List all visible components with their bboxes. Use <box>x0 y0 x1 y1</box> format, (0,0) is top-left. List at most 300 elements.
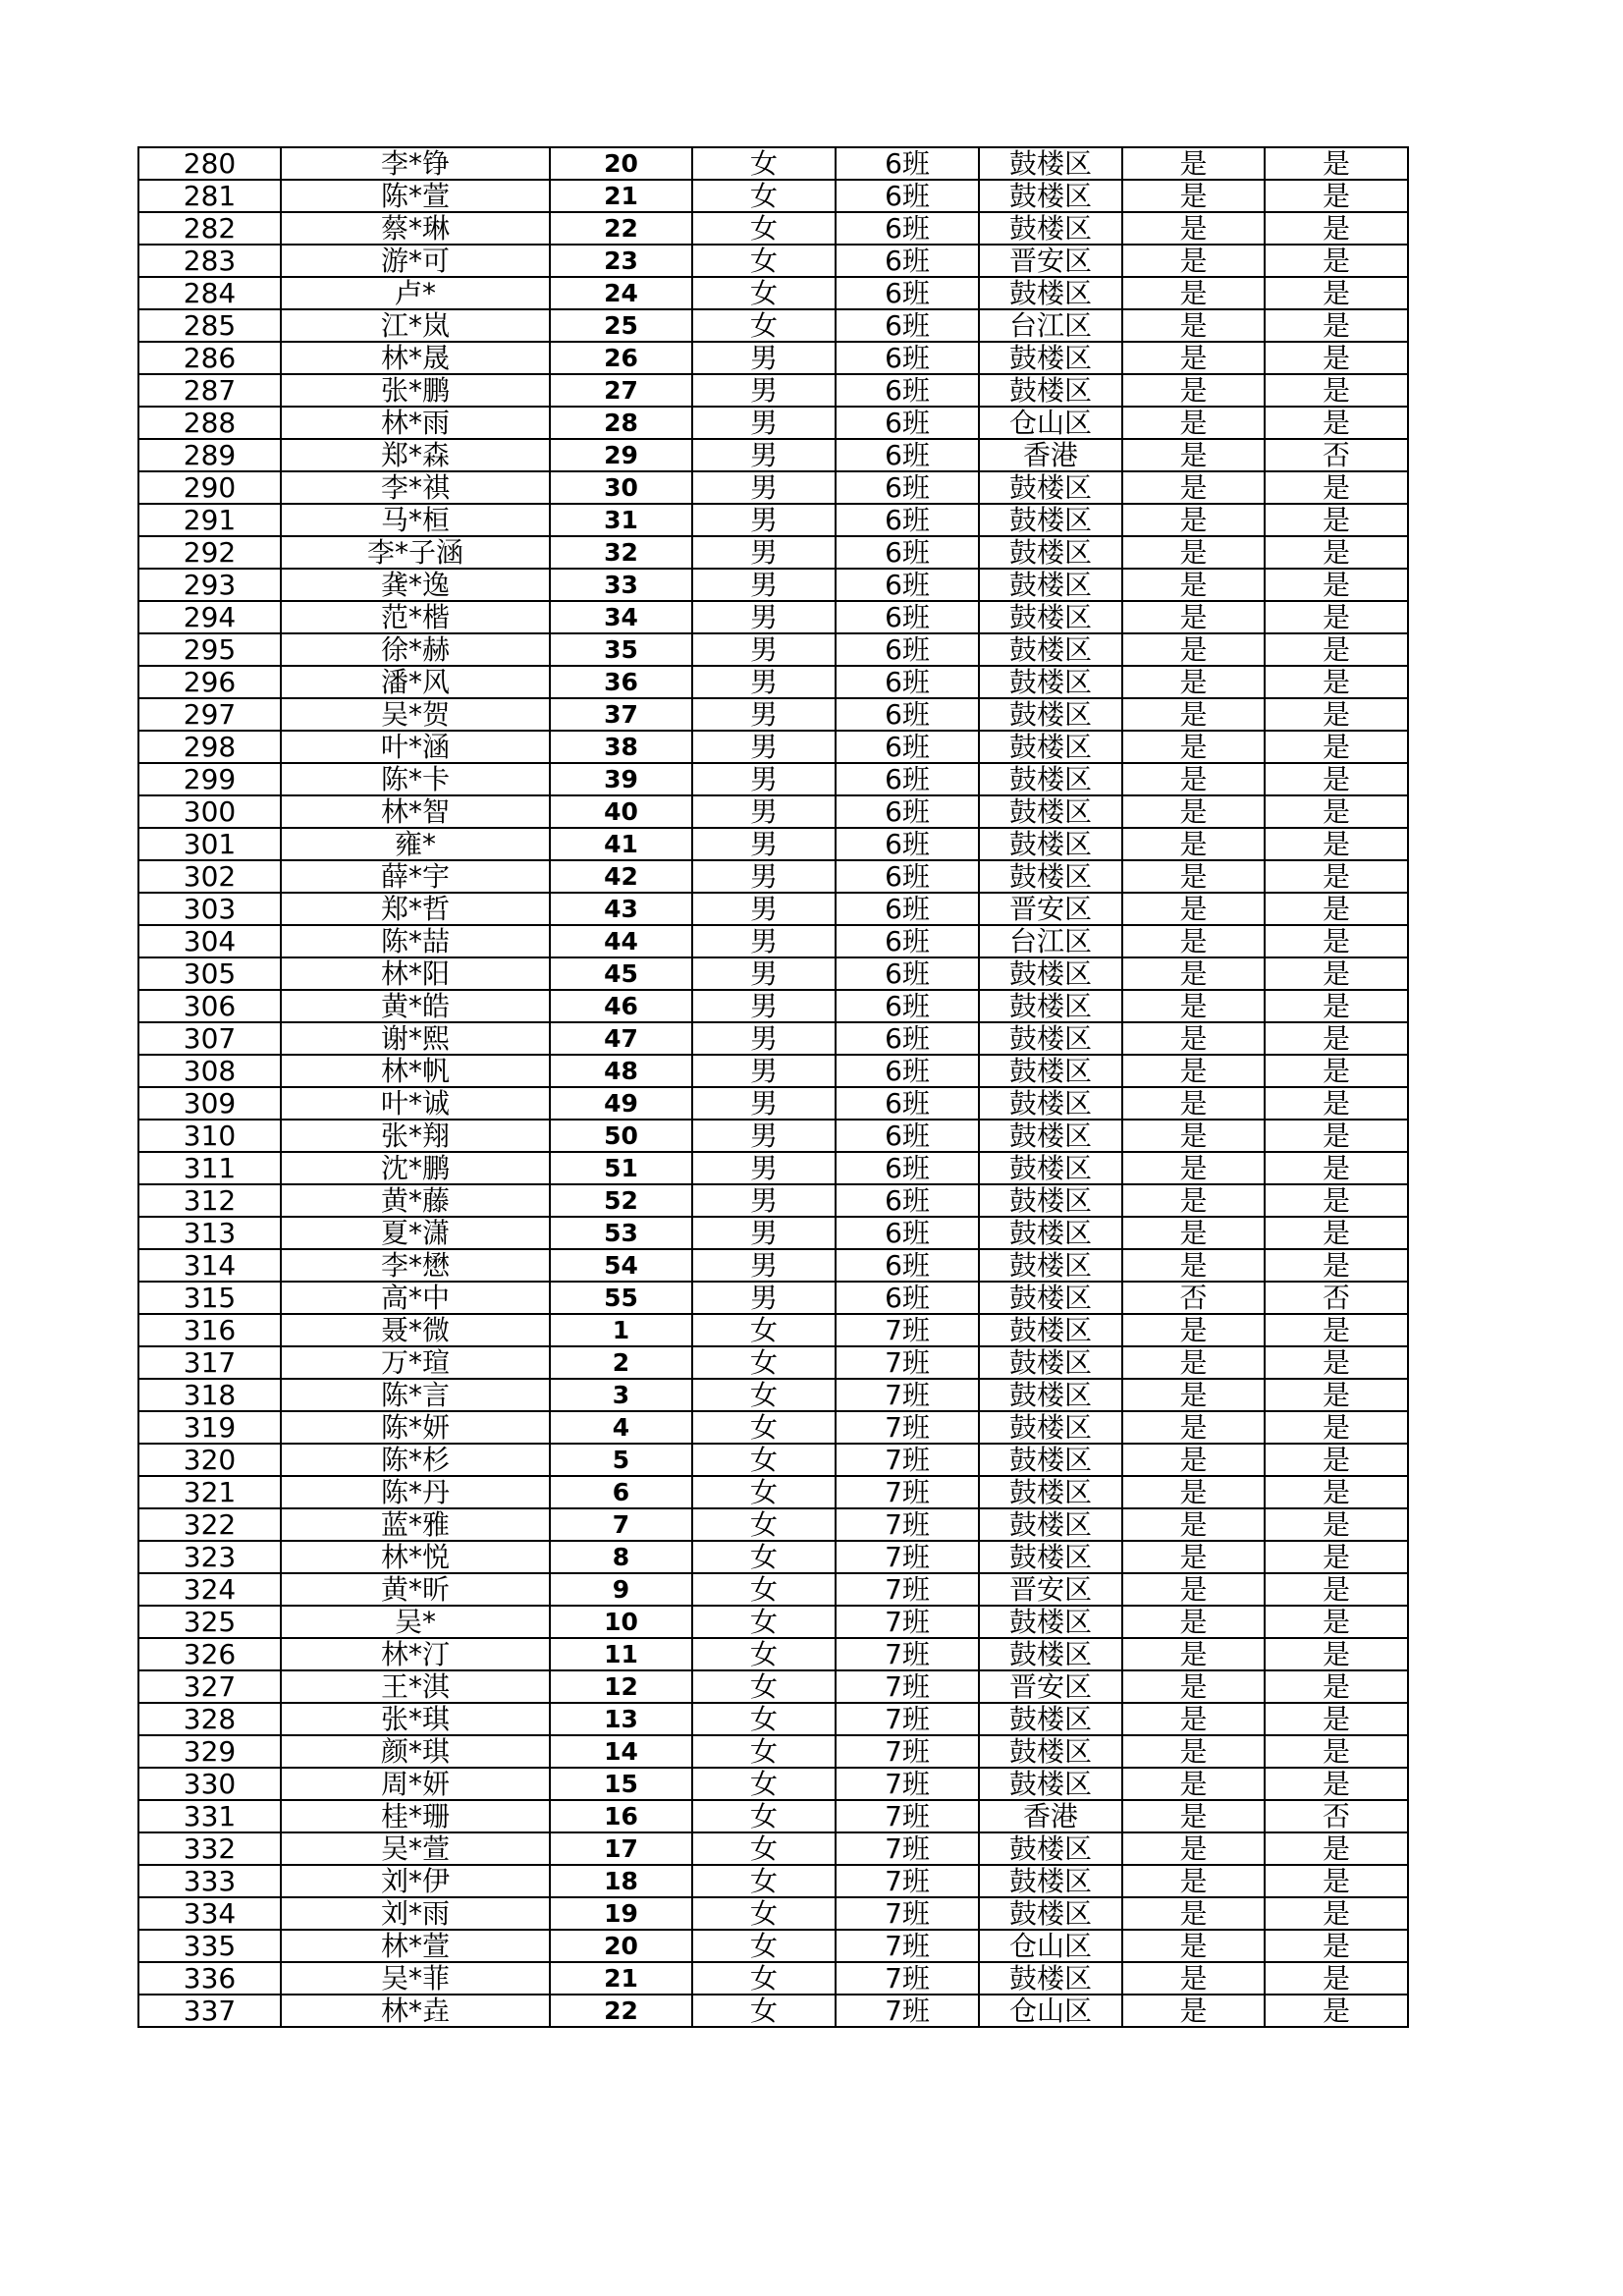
cell-flag-b: 是 <box>1265 1444 1408 1476</box>
cell-flag-a: 是 <box>1122 439 1265 471</box>
cell-seat: 9 <box>550 1573 692 1606</box>
cell-flag-b: 是 <box>1265 666 1408 698</box>
cell-class: 7班 <box>836 1995 979 2027</box>
cell-flag-a: 是 <box>1122 471 1265 504</box>
cell-name: 薛*宇 <box>281 860 550 893</box>
cell-no: 284 <box>138 277 281 309</box>
cell-district: 鼓楼区 <box>979 1865 1122 1897</box>
cell-flag-b: 是 <box>1265 1249 1408 1282</box>
cell-district: 鼓楼区 <box>979 1897 1122 1930</box>
table-row <box>138 1897 1408 1930</box>
cell-flag-a: 是 <box>1122 180 1265 212</box>
cell-name: 徐*赫 <box>281 633 550 666</box>
cell-district: 鼓楼区 <box>979 374 1122 407</box>
table-row <box>138 504 1408 536</box>
cell-no: 315 <box>138 1282 281 1314</box>
cell-flag-b: 是 <box>1265 1411 1408 1444</box>
cell-class: 7班 <box>836 1379 979 1411</box>
table-row <box>138 601 1408 633</box>
cell-flag-b: 是 <box>1265 212 1408 245</box>
cell-no: 281 <box>138 180 281 212</box>
cell-flag-a: 是 <box>1122 795 1265 828</box>
cell-class: 6班 <box>836 731 979 763</box>
cell-district: 鼓楼区 <box>979 698 1122 731</box>
cell-district: 仓山区 <box>979 1930 1122 1962</box>
cell-seat: 34 <box>550 601 692 633</box>
cell-district: 鼓楼区 <box>979 212 1122 245</box>
cell-class: 6班 <box>836 342 979 374</box>
cell-flag-a: 是 <box>1122 212 1265 245</box>
cell-seat: 44 <box>550 925 692 957</box>
cell-class: 6班 <box>836 407 979 439</box>
cell-name: 万*瑄 <box>281 1346 550 1379</box>
cell-seat: 45 <box>550 957 692 990</box>
cell-name: 高*中 <box>281 1282 550 1314</box>
cell-flag-b: 是 <box>1265 407 1408 439</box>
cell-flag-b: 是 <box>1265 309 1408 342</box>
cell-seat: 23 <box>550 245 692 277</box>
cell-seat: 3 <box>550 1379 692 1411</box>
cell-district: 晋安区 <box>979 893 1122 925</box>
cell-flag-b: 是 <box>1265 828 1408 860</box>
cell-name: 黄*昕 <box>281 1573 550 1606</box>
table-row <box>138 471 1408 504</box>
cell-name: 吴* <box>281 1606 550 1638</box>
cell-gender: 男 <box>692 1055 836 1087</box>
cell-seat: 13 <box>550 1703 692 1735</box>
cell-gender: 女 <box>692 1962 836 1995</box>
table-row <box>138 795 1408 828</box>
cell-seat: 48 <box>550 1055 692 1087</box>
cell-class: 6班 <box>836 893 979 925</box>
cell-class: 7班 <box>836 1670 979 1703</box>
cell-name: 蔡*琳 <box>281 212 550 245</box>
cell-class: 7班 <box>836 1541 979 1573</box>
cell-flag-a: 是 <box>1122 893 1265 925</box>
cell-class: 7班 <box>836 1606 979 1638</box>
cell-gender: 女 <box>692 1768 836 1800</box>
cell-no: 300 <box>138 795 281 828</box>
cell-no: 336 <box>138 1962 281 1995</box>
cell-class: 6班 <box>836 569 979 601</box>
cell-name: 张*翔 <box>281 1120 550 1152</box>
cell-district: 晋安区 <box>979 1670 1122 1703</box>
cell-flag-a: 是 <box>1122 990 1265 1022</box>
cell-name: 陈*喆 <box>281 925 550 957</box>
cell-seat: 38 <box>550 731 692 763</box>
cell-name: 雍* <box>281 828 550 860</box>
table-row <box>138 1055 1408 1087</box>
cell-gender: 女 <box>692 1800 836 1832</box>
cell-seat: 37 <box>550 698 692 731</box>
cell-gender: 女 <box>692 212 836 245</box>
cell-district: 鼓楼区 <box>979 1152 1122 1184</box>
cell-flag-b: 是 <box>1265 471 1408 504</box>
table-row <box>138 1703 1408 1735</box>
table-row <box>138 407 1408 439</box>
cell-gender: 男 <box>692 795 836 828</box>
table-row <box>138 1638 1408 1670</box>
cell-gender: 男 <box>692 1022 836 1055</box>
cell-name: 沈*鹏 <box>281 1152 550 1184</box>
cell-name: 黄*皓 <box>281 990 550 1022</box>
cell-district: 仓山区 <box>979 1995 1122 2027</box>
cell-flag-b: 是 <box>1265 245 1408 277</box>
cell-flag-a: 是 <box>1122 245 1265 277</box>
cell-class: 6班 <box>836 1217 979 1249</box>
cell-district: 鼓楼区 <box>979 601 1122 633</box>
cell-gender: 女 <box>692 1346 836 1379</box>
table-row <box>138 925 1408 957</box>
cell-seat: 31 <box>550 504 692 536</box>
cell-flag-b: 否 <box>1265 1800 1408 1832</box>
cell-seat: 26 <box>550 342 692 374</box>
cell-flag-b: 是 <box>1265 180 1408 212</box>
table-row <box>138 1120 1408 1152</box>
cell-gender: 男 <box>692 763 836 795</box>
cell-district: 鼓楼区 <box>979 1022 1122 1055</box>
cell-no: 325 <box>138 1606 281 1638</box>
cell-seat: 6 <box>550 1476 692 1508</box>
cell-flag-b: 是 <box>1265 1184 1408 1217</box>
cell-flag-a: 是 <box>1122 1120 1265 1152</box>
cell-no: 301 <box>138 828 281 860</box>
cell-gender: 男 <box>692 536 836 569</box>
cell-name: 林*垚 <box>281 1995 550 2027</box>
cell-gender: 男 <box>692 893 836 925</box>
cell-no: 310 <box>138 1120 281 1152</box>
cell-flag-b: 是 <box>1265 1995 1408 2027</box>
cell-name: 李*铮 <box>281 147 550 180</box>
cell-class: 7班 <box>836 1832 979 1865</box>
cell-no: 326 <box>138 1638 281 1670</box>
cell-gender: 男 <box>692 1282 836 1314</box>
cell-name: 叶*诚 <box>281 1087 550 1120</box>
cell-flag-b: 是 <box>1265 1930 1408 1962</box>
table-row <box>138 1573 1408 1606</box>
table-row <box>138 439 1408 471</box>
cell-no: 293 <box>138 569 281 601</box>
cell-seat: 28 <box>550 407 692 439</box>
cell-flag-b: 是 <box>1265 536 1408 569</box>
cell-flag-a: 是 <box>1122 277 1265 309</box>
cell-no: 306 <box>138 990 281 1022</box>
cell-gender: 女 <box>692 245 836 277</box>
cell-class: 7班 <box>836 1897 979 1930</box>
cell-no: 332 <box>138 1832 281 1865</box>
cell-flag-a: 是 <box>1122 957 1265 990</box>
cell-district: 鼓楼区 <box>979 277 1122 309</box>
cell-gender: 男 <box>692 957 836 990</box>
cell-district: 鼓楼区 <box>979 731 1122 763</box>
table-row <box>138 1735 1408 1768</box>
table-row <box>138 666 1408 698</box>
cell-flag-b: 是 <box>1265 1606 1408 1638</box>
cell-no: 323 <box>138 1541 281 1573</box>
cell-flag-a: 是 <box>1122 1930 1265 1962</box>
table-row <box>138 1508 1408 1541</box>
cell-class: 6班 <box>836 1120 979 1152</box>
cell-flag-a: 是 <box>1122 569 1265 601</box>
cell-class: 6班 <box>836 763 979 795</box>
cell-flag-b: 是 <box>1265 1022 1408 1055</box>
cell-class: 7班 <box>836 1703 979 1735</box>
cell-class: 6班 <box>836 147 979 180</box>
cell-flag-b: 是 <box>1265 1832 1408 1865</box>
cell-seat: 4 <box>550 1411 692 1444</box>
cell-flag-b: 是 <box>1265 1703 1408 1735</box>
table-row <box>138 1282 1408 1314</box>
cell-class: 6班 <box>836 957 979 990</box>
cell-gender: 女 <box>692 1865 836 1897</box>
cell-no: 311 <box>138 1152 281 1184</box>
table-row <box>138 1541 1408 1573</box>
cell-no: 285 <box>138 309 281 342</box>
cell-class: 7班 <box>836 1314 979 1346</box>
table-row <box>138 828 1408 860</box>
cell-name: 李*懋 <box>281 1249 550 1282</box>
cell-seat: 20 <box>550 147 692 180</box>
cell-flag-a: 是 <box>1122 1573 1265 1606</box>
cell-flag-b: 是 <box>1265 763 1408 795</box>
cell-class: 7班 <box>836 1865 979 1897</box>
cell-no: 292 <box>138 536 281 569</box>
cell-flag-b: 是 <box>1265 504 1408 536</box>
cell-flag-a: 是 <box>1122 1087 1265 1120</box>
cell-class: 7班 <box>836 1573 979 1606</box>
cell-no: 287 <box>138 374 281 407</box>
cell-district: 鼓楼区 <box>979 180 1122 212</box>
cell-name: 林*萱 <box>281 1930 550 1962</box>
table-row <box>138 374 1408 407</box>
cell-district: 鼓楼区 <box>979 1249 1122 1282</box>
cell-flag-b: 是 <box>1265 374 1408 407</box>
cell-district: 鼓楼区 <box>979 569 1122 601</box>
cell-flag-b: 是 <box>1265 1152 1408 1184</box>
table-row <box>138 1995 1408 2027</box>
cell-name: 龚*逸 <box>281 569 550 601</box>
cell-gender: 男 <box>692 731 836 763</box>
cell-class: 6班 <box>836 633 979 666</box>
cell-name: 李*子涵 <box>281 536 550 569</box>
cell-name: 刘*伊 <box>281 1865 550 1897</box>
cell-seat: 51 <box>550 1152 692 1184</box>
cell-seat: 40 <box>550 795 692 828</box>
cell-no: 313 <box>138 1217 281 1249</box>
table-row <box>138 1476 1408 1508</box>
cell-name: 林*晟 <box>281 342 550 374</box>
table-row <box>138 1670 1408 1703</box>
cell-class: 6班 <box>836 698 979 731</box>
cell-district: 鼓楼区 <box>979 1379 1122 1411</box>
cell-name: 林*汀 <box>281 1638 550 1670</box>
cell-gender: 女 <box>692 309 836 342</box>
cell-gender: 男 <box>692 1120 836 1152</box>
cell-name: 陈*杉 <box>281 1444 550 1476</box>
cell-flag-a: 是 <box>1122 1800 1265 1832</box>
cell-name: 陈*丹 <box>281 1476 550 1508</box>
cell-gender: 女 <box>692 1444 836 1476</box>
cell-flag-b: 是 <box>1265 1865 1408 1897</box>
cell-flag-b: 是 <box>1265 893 1408 925</box>
cell-flag-a: 是 <box>1122 1217 1265 1249</box>
cell-district: 晋安区 <box>979 1573 1122 1606</box>
cell-name: 陈*卡 <box>281 763 550 795</box>
cell-seat: 19 <box>550 1897 692 1930</box>
cell-seat: 21 <box>550 1962 692 1995</box>
cell-no: 322 <box>138 1508 281 1541</box>
cell-name: 蓝*雅 <box>281 1508 550 1541</box>
cell-class: 7班 <box>836 1962 979 1995</box>
cell-name: 范*楷 <box>281 601 550 633</box>
cell-flag-b: 是 <box>1265 1670 1408 1703</box>
cell-gender: 男 <box>692 1249 836 1282</box>
cell-seat: 49 <box>550 1087 692 1120</box>
cell-flag-a: 是 <box>1122 1476 1265 1508</box>
cell-flag-b: 否 <box>1265 439 1408 471</box>
cell-gender: 女 <box>692 1735 836 1768</box>
cell-name: 陈*妍 <box>281 1411 550 1444</box>
cell-flag-a: 是 <box>1122 1606 1265 1638</box>
cell-seat: 54 <box>550 1249 692 1282</box>
cell-gender: 男 <box>692 407 836 439</box>
cell-seat: 36 <box>550 666 692 698</box>
cell-flag-b: 是 <box>1265 731 1408 763</box>
cell-seat: 24 <box>550 277 692 309</box>
cell-name: 谢*熙 <box>281 1022 550 1055</box>
cell-name: 游*可 <box>281 245 550 277</box>
cell-class: 6班 <box>836 1249 979 1282</box>
cell-no: 297 <box>138 698 281 731</box>
cell-gender: 女 <box>692 1379 836 1411</box>
cell-district: 鼓楼区 <box>979 342 1122 374</box>
cell-district: 鼓楼区 <box>979 1087 1122 1120</box>
cell-flag-b: 是 <box>1265 1217 1408 1249</box>
cell-district: 鼓楼区 <box>979 1120 1122 1152</box>
cell-flag-a: 是 <box>1122 860 1265 893</box>
cell-district: 鼓楼区 <box>979 828 1122 860</box>
cell-district: 鼓楼区 <box>979 504 1122 536</box>
cell-name: 林*悦 <box>281 1541 550 1573</box>
table-row <box>138 990 1408 1022</box>
cell-no: 288 <box>138 407 281 439</box>
cell-flag-b: 是 <box>1265 1087 1408 1120</box>
cell-district: 鼓楼区 <box>979 1703 1122 1735</box>
table-row <box>138 1411 1408 1444</box>
cell-no: 286 <box>138 342 281 374</box>
cell-flag-b: 是 <box>1265 1541 1408 1573</box>
cell-class: 7班 <box>836 1411 979 1444</box>
cell-no: 283 <box>138 245 281 277</box>
cell-flag-a: 是 <box>1122 1768 1265 1800</box>
cell-flag-a: 是 <box>1122 309 1265 342</box>
cell-flag-b: 是 <box>1265 860 1408 893</box>
cell-no: 321 <box>138 1476 281 1508</box>
table-row <box>138 1930 1408 1962</box>
cell-name: 李*祺 <box>281 471 550 504</box>
cell-flag-b: 是 <box>1265 925 1408 957</box>
cell-name: 潘*风 <box>281 666 550 698</box>
cell-district: 鼓楼区 <box>979 1606 1122 1638</box>
cell-district: 鼓楼区 <box>979 1184 1122 1217</box>
cell-seat: 32 <box>550 536 692 569</box>
table-row <box>138 1768 1408 1800</box>
cell-seat: 21 <box>550 180 692 212</box>
table-row <box>138 1865 1408 1897</box>
cell-seat: 55 <box>550 1282 692 1314</box>
cell-class: 7班 <box>836 1444 979 1476</box>
cell-flag-a: 是 <box>1122 374 1265 407</box>
cell-gender: 女 <box>692 1670 836 1703</box>
cell-no: 302 <box>138 860 281 893</box>
cell-no: 295 <box>138 633 281 666</box>
cell-class: 7班 <box>836 1476 979 1508</box>
cell-seat: 41 <box>550 828 692 860</box>
cell-no: 299 <box>138 763 281 795</box>
cell-district: 鼓楼区 <box>979 471 1122 504</box>
cell-flag-a: 是 <box>1122 601 1265 633</box>
cell-flag-a: 是 <box>1122 1508 1265 1541</box>
cell-seat: 35 <box>550 633 692 666</box>
cell-seat: 2 <box>550 1346 692 1379</box>
cell-seat: 18 <box>550 1865 692 1897</box>
cell-class: 6班 <box>836 925 979 957</box>
cell-flag-a: 是 <box>1122 1735 1265 1768</box>
cell-gender: 男 <box>692 569 836 601</box>
cell-gender: 女 <box>692 1930 836 1962</box>
cell-seat: 53 <box>550 1217 692 1249</box>
cell-gender: 男 <box>692 342 836 374</box>
cell-class: 6班 <box>836 471 979 504</box>
table-row <box>138 277 1408 309</box>
cell-gender: 女 <box>692 147 836 180</box>
cell-no: 298 <box>138 731 281 763</box>
cell-flag-b: 否 <box>1265 1282 1408 1314</box>
cell-flag-b: 是 <box>1265 569 1408 601</box>
cell-class: 6班 <box>836 536 979 569</box>
cell-no: 282 <box>138 212 281 245</box>
cell-gender: 男 <box>692 860 836 893</box>
cell-flag-a: 是 <box>1122 342 1265 374</box>
cell-no: 337 <box>138 1995 281 2027</box>
cell-name: 张*鹏 <box>281 374 550 407</box>
cell-gender: 男 <box>692 828 836 860</box>
cell-district: 鼓楼区 <box>979 763 1122 795</box>
table-row <box>138 1022 1408 1055</box>
cell-seat: 15 <box>550 1768 692 1800</box>
student-roster-table <box>137 146 1409 2028</box>
cell-flag-b: 是 <box>1265 795 1408 828</box>
cell-no: 312 <box>138 1184 281 1217</box>
cell-gender: 女 <box>692 1314 836 1346</box>
cell-flag-b: 是 <box>1265 1897 1408 1930</box>
cell-class: 6班 <box>836 1022 979 1055</box>
cell-flag-a: 是 <box>1122 536 1265 569</box>
cell-flag-a: 是 <box>1122 633 1265 666</box>
cell-name: 夏*潇 <box>281 1217 550 1249</box>
cell-district: 鼓楼区 <box>979 1962 1122 1995</box>
cell-flag-a: 是 <box>1122 731 1265 763</box>
cell-name: 桂*珊 <box>281 1800 550 1832</box>
cell-flag-a: 是 <box>1122 1832 1265 1865</box>
cell-seat: 10 <box>550 1606 692 1638</box>
cell-gender: 男 <box>692 925 836 957</box>
cell-flag-b: 是 <box>1265 1768 1408 1800</box>
cell-flag-a: 是 <box>1122 925 1265 957</box>
cell-district: 香港 <box>979 1800 1122 1832</box>
cell-no: 317 <box>138 1346 281 1379</box>
cell-gender: 女 <box>692 1476 836 1508</box>
